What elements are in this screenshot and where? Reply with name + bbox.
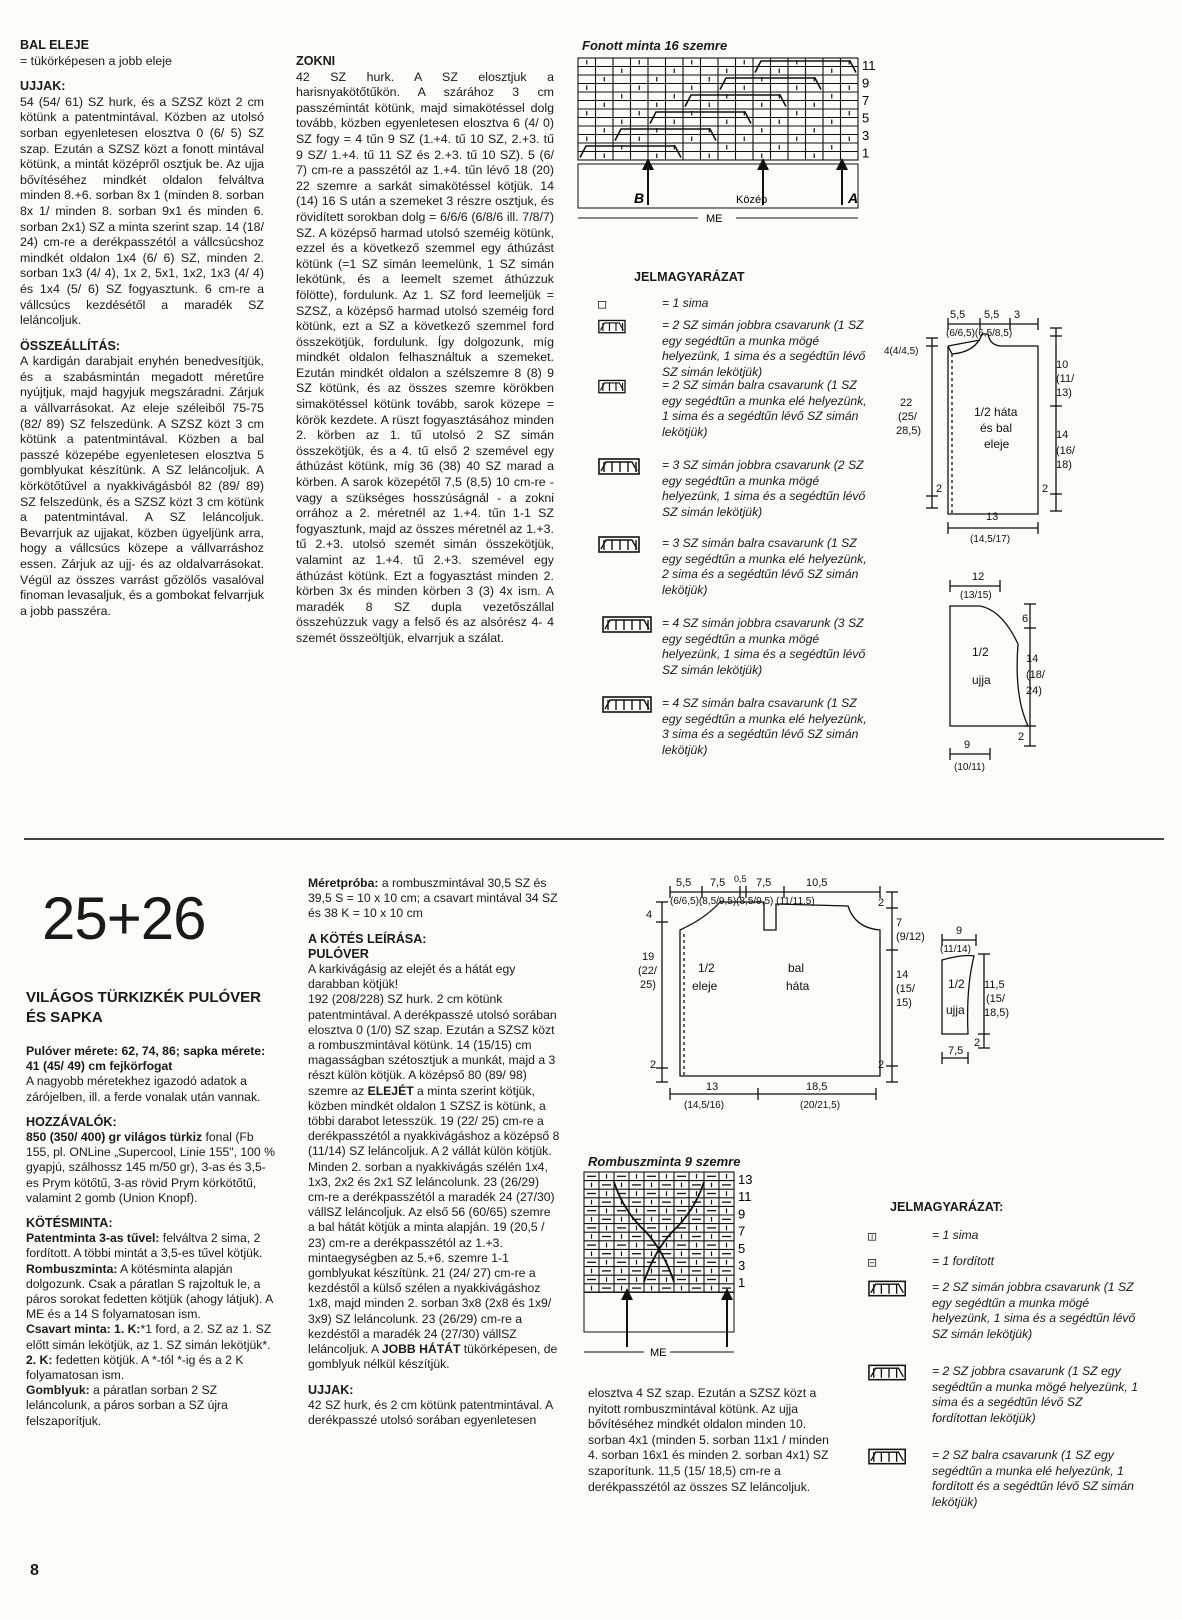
schema2-right-5: (15/ xyxy=(896,983,915,995)
schema1-sleeve-top-1: 12 xyxy=(972,571,985,583)
legend-text: = 4 SZ simán jobbra csavarunk (3 SZ egy segédtűn a munka mögé helyezünk, 1 sima és a segédtűn lévő SZ simán lekötjük) xyxy=(662,616,866,677)
text-ujjak-cont: elosztva 4 SZ szap. Ezután a SZSZ közt a nyitott rombuszmintával kötünk. Az ujja bővítéséhez mindkét oldalon minden 10. sorban 4x1 (minden 5. sorban 11x1 / minden 4. sorban 16x1 és minden 2. sorban 4x1) SZ szaporítunk. 11,5 (15/ 18,5) cm-re a derékpasszétól az összes SZ leláncoljuk. xyxy=(588,1386,829,1494)
schema2-top-sub: (6/6,5)(8,5/9,5)(8,5/9,5) (11/11,5) xyxy=(670,896,815,907)
text-ujjak-2: 42 SZ hurk, és 2 cm kötünk patentmintával. A derékpasszé utolsó sorában egyenletesen xyxy=(308,1397,553,1427)
fonott-label-a: A xyxy=(848,190,859,206)
schema1-bottom-2: (14,5/17) xyxy=(970,534,1011,545)
schema2-back-2: háta xyxy=(786,979,810,993)
schema2-front-1: 1/2 xyxy=(698,961,715,975)
schema2-right-4: 14 xyxy=(896,969,909,981)
fonott-row-number: 7 xyxy=(862,93,870,108)
kotes-2e: tükörképesen, de gomblyuk nélkül készítjük. xyxy=(308,1342,558,1372)
kotes-2d: JOBB HÁTÁT xyxy=(381,1342,461,1357)
schema2-right-2: 7 xyxy=(896,917,903,929)
schema2-top-5: 10,5 xyxy=(806,877,828,889)
schema1-right-7: 2 xyxy=(1042,483,1049,495)
text-gomblyuk xyxy=(26,1383,276,1429)
fonott-title: Fonott minta 16 szemre xyxy=(582,38,728,53)
rombusz-row-number: 13 xyxy=(738,1172,753,1187)
column-4 xyxy=(308,876,560,1428)
schema2-sleeve-right-1: 11,5 xyxy=(984,979,1005,991)
heading-hozzavalok: HOZZÁVALÓK: xyxy=(26,1114,117,1129)
schema1-sleeve-right-2: 14 xyxy=(1026,653,1039,665)
schema2-bottom-1: 13 xyxy=(706,1081,719,1093)
heading-kotes-leirasa: A KÖTÉS LEÍRÁSA: xyxy=(308,931,427,946)
heading-osszeallitas: ÖSSZEÁLLÍTÁS: xyxy=(20,338,121,353)
yarn-amount: 850 (350/ 400) gr világos türkiz xyxy=(26,1130,203,1145)
schema1-right-4: 14 xyxy=(1056,429,1069,441)
schema2-left-5: 2 xyxy=(650,1059,657,1071)
legend-text: = 2 SZ simán jobbra csavarunk (1 SZ egy segédtűn a munka mögé helyezünk, 1 sima és a segédtűn lévő SZ simán lekötjük) xyxy=(932,1280,1136,1341)
size-info: Pulóver mérete: 62, 74, 86; sapka mérete: 41 (45/ 49) cm fejkörfogat xyxy=(26,1044,266,1074)
kotes-2a: 192 (208/228) SZ hurk. 2 cm kötünk patentmintával. A derékpasszé utolsó sorában elosztva 0 (1/0) SZ szap. Ezután a SZSZ közt a rombuszmintával kötünk. 14 (15/15) cm magasságban szétosztjuk a munkát, majd a 3 részt külön kötjük. A középső 80 (89/ 98) szemre az xyxy=(308,992,557,1098)
schema2-sleeve-label-2: ujja xyxy=(946,1003,965,1017)
csavart-text: *1 ford, a 2. SZ az 1. SZ előtt simán lekötjük, az 1. SZ simán lekötjük*. xyxy=(26,1322,272,1352)
schema2-sleeve-top-1: 9 xyxy=(956,925,963,937)
fonott-row-number: 3 xyxy=(862,128,870,143)
schema2-back-1: bal xyxy=(788,961,805,975)
size-note: A nagyobb méretekhez igazodó adatok a zárójelben, ill. a ferde vonalak után vannak. xyxy=(26,1074,261,1104)
heading-zokni: ZOKNI xyxy=(296,54,336,68)
schema2-sleeve-right-2: (15/ xyxy=(986,993,1005,1005)
heading-kotesminta: KÖTÉSMINTA: xyxy=(26,1216,113,1231)
schema1-diagram xyxy=(884,306,1110,796)
schema1-top-2: 5,5 xyxy=(984,309,1000,321)
schema2-bottom-4: (20/21,5) xyxy=(800,1100,841,1111)
csavart2-text: fedetten kötjük. A *-tól *-ig és a 2 K folyamatosan ism. xyxy=(26,1352,244,1383)
schema2-right-1: 2 xyxy=(878,897,885,909)
schema1-bottom-1: 13 xyxy=(986,511,999,523)
schema2-bottom-2: 18,5 xyxy=(806,1081,828,1093)
pattern-number: 25+26 xyxy=(42,885,206,952)
legend-symbol-icon xyxy=(598,378,634,401)
fonott-row-number: 5 xyxy=(862,110,870,126)
rombusz-title: Rombuszminta 9 szemre xyxy=(588,1154,741,1169)
schema2-left-1: 4 xyxy=(646,909,653,921)
page-number: 8 xyxy=(30,1562,39,1579)
legend-symbol-icon xyxy=(598,458,642,481)
heading-ujjak-2: UJJAK: xyxy=(308,1382,354,1397)
rombusz-text: A kötésminta alapján dolgozunk. Csak a páratlan S rajzoltuk le, a páros sorokat fedetten kötjük (ahogy látjuk). A ME és a 14 S folyamatosan ism. xyxy=(26,1261,273,1322)
schema2-top-3: 0,5 xyxy=(734,874,747,884)
text-rombusz xyxy=(26,1262,276,1323)
title-line-2: ÉS SAPKA xyxy=(26,1009,103,1026)
kotes-2b: ELEJÉT xyxy=(367,1083,414,1098)
legend-symbol-icon xyxy=(598,696,650,719)
fonott-label-me: ME xyxy=(706,213,723,225)
schema1-back-1: 1/2 háta xyxy=(974,405,1018,419)
schema1-sleeve-top-2: (13/15) xyxy=(960,590,992,601)
column-3 xyxy=(26,988,276,1429)
schema2-sleeve-right-3: 18,5) xyxy=(984,1007,1010,1019)
legend-text: = 2 SZ simán balra csavarunk (1 SZ egy segédtűn a munka elé helyezünk, 1 sima és a segédtűn lévő SZ simán lekötjük) xyxy=(662,378,867,439)
legend-text: = 2 SZ simán jobbra csavarunk (1 SZ egy segédtűn a munka mögé helyezünk, 1 sima és a segédtűn lévő SZ simán lekötjük) xyxy=(662,318,866,379)
legend-symbol-icon xyxy=(598,616,650,639)
column-5 xyxy=(588,1386,834,1495)
text-meretproba xyxy=(308,876,560,922)
schema1-sleeve-right-3: (18/ xyxy=(1026,669,1045,681)
schema1-left-4: 28,5) xyxy=(896,425,922,437)
legend1-title: JELMAGYARÁZAT xyxy=(634,270,745,284)
schema1-back-3: eleje xyxy=(984,437,1010,451)
schema1-sleeve-right-5: 2 xyxy=(1018,731,1025,743)
schema1-sleeve-bottom-2: (10/11) xyxy=(954,762,985,773)
column-1 xyxy=(20,38,264,619)
title-line-1: VILÁGOS TÜRKIZKÉK PULÓVER xyxy=(26,989,262,1006)
rombusz-row-number: 11 xyxy=(738,1189,752,1205)
legend-text: = 2 SZ jobbra csavarunk (1 SZ egy segédtűn a munka mögé helyezünk, 1 sima és a segédtűn lévő SZ fordítottan lekötjük) xyxy=(932,1364,1138,1425)
schema1-top-1: 5,5 xyxy=(950,309,966,321)
schema1-top-sub: (6/6,5)(6,5/8,5) xyxy=(946,328,1013,339)
section-divider xyxy=(24,838,1164,840)
legend-text: = 2 SZ balra csavarunk (1 SZ egy segédtűn a munka elé helyezünk, 1 fordított és a segédtűn lévő SZ simán lekötjük) xyxy=(932,1448,1134,1509)
column-2 xyxy=(296,54,554,647)
schema1-right-1: 10 xyxy=(1056,359,1069,371)
legend-symbol-icon xyxy=(868,1280,910,1303)
rombusz-row-number: 9 xyxy=(738,1206,746,1222)
schema1-right-5: (16/ xyxy=(1056,445,1075,457)
heading-pulover: PULÓVER xyxy=(308,946,369,961)
schema2-right-6: 15) xyxy=(896,997,912,1009)
schema2-bottom-3: (14,5/16) xyxy=(684,1100,725,1111)
schema2-right-7: 2 xyxy=(878,1059,885,1071)
rombusz-label-me: ME xyxy=(650,1347,667,1359)
schema2-sleeve-right-4: 2 xyxy=(974,1037,981,1049)
schema1-top-3: 3 xyxy=(1014,309,1021,321)
schema2-top-2: 7,5 xyxy=(710,877,726,889)
legend-symbol-icon xyxy=(868,1254,888,1277)
gomblyuk-text: a páratlan sorban 2 SZ leláncolunk, a páros sorban a SZ újra felszaporítjuk. xyxy=(26,1383,228,1428)
rombusz-row-number: 3 xyxy=(738,1258,746,1273)
meretproba-label: Méretpróba: xyxy=(308,876,379,890)
text-kotes-1: A karkivágásig az elejét és a hátát egy darabban kötjük! xyxy=(308,962,516,992)
schema2-sleeve-bottom: 7,5 xyxy=(948,1045,964,1057)
legend-symbol-icon xyxy=(868,1364,910,1387)
meretproba-text: a rombuszmintával 30,5 SZ és 39,5 S = 10 x 10 cm; a csavart mintával 34 SZ és 38 K = 10 x 10 cm xyxy=(308,876,558,921)
schema2-sleeve-label-1: 1/2 xyxy=(948,977,965,991)
schema2-right-3: (9/12) xyxy=(896,931,925,943)
text-kotes-2 xyxy=(308,992,560,1372)
fonott-row-number: 9 xyxy=(862,75,870,91)
schema2-front-2: eleje xyxy=(692,979,718,993)
legend-symbol-icon xyxy=(598,536,642,559)
text-ujjak: 54 (54/ 61) SZ hurk, és a SZSZ közt 2 cm kötünk a patentmintával. Közben az utolsó sorban egyenletesen elosztva 0 (6/ 5) SZ szap. Ezután a SZSZ közt a fonott mintával kötünk, a mintát középről osztjuk be. Az ujja bővítéséhez mindkét oldalon felváltva minden 8.+6. sorban 8x 1 (minden 8. sorban 8x 1/ minden 8. sorban 9x1 és minden 6. sorban 2x1) SZ a minta szerint szap. 14 (18/ 24) cm-re a derékpasszétól a vállcsúcshoz mindkét oldalon 1x4 (6/ 6) SZ, minden 2. sorban 1x3 (4/ 4), 1x 2, 5x1, 1x2, 1x3 (4/ 4) és 1x4 (5/ 6) SZ fogyasztunk. 6 cm-re a vállcsúcs kezdésétől a maradék SZ leláncoljuk. xyxy=(20,94,264,328)
legend-text: = 3 SZ simán balra csavarunk (1 SZ egy segédtűn a munka elé helyezünk, 2 sima és a segédtűn lévő SZ simán lekötjük) xyxy=(662,536,867,597)
schema2-left-4: 25) xyxy=(640,979,656,991)
rombusz-row-number: 1 xyxy=(738,1275,746,1291)
rombusz-row-number: 5 xyxy=(738,1240,746,1256)
text-zokni: 42 SZ hurk. A SZ elosztjuk a harisnyakötőtűkön. A szárához 3 cm passzémintát kötünk, majd simakötéssel dolg tovább, közben egyenletesen elosztva 6 (4/ 0) SZ fogy = 4 tűn 9 SZ (1.+4. tű 10 SZ, 2.+3. tű 9 SZ/ 1.+4. tű 11 SZ és 2.+3. tű 10 SZ). 5 (6/ 7) cm-re a passzétól az 1.+4. tűn lévő 18 (20) 22 szemre a sarkát simakötéssel kötjük. 14 (14) 16 S után a szemeket 3 részre osztjuk, és rövidített sorokban dolg = 6/6/6 (6/8/6 ill. 7/8/7) SZ. A középső harmad utolsó szeméig kötünk, ezzel és a következő szemmel egy áthúzást kötünk (=1 SZ simán leemelünk, 1 SZ simán lekötünk, és a leemelt szemet áthúzzuk fölötte), fordulunk. Az 1. SZ ford leemeljük = SZSZ, a középső harmad utolsó szeméig ford kötünk, ezt a SZ a következő szemmel ford összekötjük, fordulunk. Így dolgozunk, míg mindkét oldalon felhasználtuk a szemeket. Ezután mindkét oldalon a szélszemre 8 (8) 9 SZ kötünk, és az összes szemre körökben simakötéssel kötünk tovább, sarok közepe = körök kezdete. A rüszt fogyasztásához minden 2. körben az 1. tű utolsó 2 SZ simán összekötjük, és a 4. tű első 2 szemével egy áthúzást kötünk, míg 36 (38) 40 SZ marad a körben. A sarok közepétől 7,5 (8,5) 10 cm-re - vagy a szükséges hosszúságnál - a zokni orrához a 2. méretnél az 1.+4. tűn 1-1 SZ fogyasztunk, majd az összes méretnél az 1.+3. tű 2.+3. utolsó szemét simán összekötjük, valamint az 1.+4. tű 2.+3. szemével egy áthúzást kötünk. Ezt a fogyasztást minden 2. körben 3x és minden körben 3 (3) 4x ism. A maradék 8 SZ dupla vezetőszállal összehúzzuk vagy a felső és az alsórész 4- 4 szemét összeöltjük, elvarrjuk a szálat. xyxy=(296,69,554,645)
patent-text: felváltva 2 sima, 2 fordított. A többi mintát a 3,5-es tűvel kötjük. xyxy=(26,1231,263,1261)
schema1-right-3: 13) xyxy=(1056,387,1072,399)
legend-text: = 1 fordított xyxy=(932,1254,994,1268)
schema1-right-6: 18) xyxy=(1056,459,1072,471)
schema2-sleeve-top-2: (11/14) xyxy=(940,944,971,955)
schema1-back-2: és bal xyxy=(980,421,1013,435)
fonott-label-kozep: Közép xyxy=(736,194,768,206)
patent-label: Patentminta 3-as tűvel: xyxy=(26,1231,160,1246)
yarn-details: fonal (Fb 155, pl. ONLine „Supercool, Linie 155", 100 % gyapjú, szálhossz 145 m/50 gr), 3-as és 3,5-es Prym kötőtű, 3-as rövid Prym körkötőtű, valamint 2 gomb (Union Knopf). xyxy=(26,1130,275,1205)
schema1-left-3: (25/ xyxy=(898,411,917,423)
heading-ujjak: UJJAK: xyxy=(20,79,66,94)
fonott-label-b: B xyxy=(634,190,645,206)
fonott-chart xyxy=(578,58,878,243)
schema1-sleeve-bottom-1: 9 xyxy=(964,739,971,751)
legend-symbol-icon xyxy=(598,318,634,341)
legend-symbol-icon xyxy=(868,1448,910,1471)
legend-text: = 4 SZ simán balra csavarunk (1 SZ egy segédtűn a munka elé helyezünk, 3 sima és a segédtűn lévő SZ simán lekötjük) xyxy=(662,696,867,757)
gomblyuk-label: Gomblyuk: xyxy=(26,1383,90,1398)
schema2-top-4: 7,5 xyxy=(756,877,772,889)
schema1-sleeve-2: ujja xyxy=(972,673,991,687)
schema1-sleeve-right-1: 6 xyxy=(1022,613,1029,625)
schema2-top-1: 5,5 xyxy=(676,877,692,889)
legend-symbol-icon xyxy=(868,1228,888,1251)
text-csavart xyxy=(26,1322,276,1383)
legend-text: = 1 sima xyxy=(932,1228,979,1242)
schema2-diagram xyxy=(638,874,930,1111)
rombusz-chart xyxy=(584,1172,814,1362)
fonott-row-number: 1 xyxy=(862,145,870,161)
legend2-title: JELMAGYARÁZAT: xyxy=(890,1200,1004,1214)
csavart2-label: 2. K: xyxy=(26,1352,53,1367)
rombusz-label: Rombuszminta: xyxy=(26,1261,118,1276)
schema1-left-1: 4(4/4,5) xyxy=(884,346,919,357)
text-patent xyxy=(26,1231,276,1261)
text-bal-eleje: = tükörképesen a jobb eleje xyxy=(20,53,172,68)
legend-text: = 3 SZ simán jobbra csavarunk (2 SZ egy segédtűn a munka mögé helyezünk, 1 sima és a segédtűn lévő SZ simán lekötjük) xyxy=(662,458,866,519)
text-osszeallitas: A kardigán darabjait enyhén benedvesítjük, és a szabásmintán megadott méretűre nyújtjuk, majd hagyjuk megszáradni. Zárjuk a vállvarrásokat. Az eleje széleiből 75-75 (82/ 89) SZ felszedünk. A SZSZ közt 3 cm kötünk a patentmintával. Közben a bal passzé közepébe egyenletesen elosztva 5 gomblyukat készítünk. A SZ leláncoljuk. A körkötőtűvel a nyakkivágásból 82 (89/ 89) SZ felszedünk, és a SZSZ közt 3 cm kötünk a patentmintával. A SZ leláncoljuk. Bevarrjuk az ujjakat, közben ügyeljünk arra, hogy a vállcsúcs közepe a vállvarráshoz essen. Zárjuk az ujj- és az oldalvarrásokat. Végül az összes varrást gőzölős vasalóval finoman levasaljuk, és a gombokat felvarrjuk a jobb passzéra. xyxy=(20,354,264,618)
schema1-left-5: 2 xyxy=(936,483,943,495)
legend-symbol-icon xyxy=(598,296,618,319)
schema1-sleeve-right-4: 24) xyxy=(1026,685,1042,697)
text-hozzavalok xyxy=(26,1130,276,1206)
fonott-row-number: 11 xyxy=(862,58,876,73)
schema1-left-2: 22 xyxy=(900,397,913,409)
schema2-left-2: 19 xyxy=(642,951,655,963)
schema1-right-2: (11/ xyxy=(1056,373,1075,385)
csavart-label: Csavart minta: 1. K: xyxy=(26,1322,141,1337)
heading-bal-eleje: BAL ELEJE xyxy=(20,38,90,52)
schema2-sleeve xyxy=(926,918,1036,1098)
legend-text: = 1 sima xyxy=(662,296,709,310)
kotes-2c: a minta szerint kötjük, közben mindkét oldalon 1 SZSZ is kötünk, a többi darabot letesszük. 19 (22/ 25) cm-re a derékpasszétól a nyakkivágáshoz a középső 8 (11/14) SZ leláncoljuk. A 2 vállát külön kötjük. Minden 2. sorban a nyakkivágás szélén 1x4, 1x3, 2x2 és 2x1 SZ leláncolunk. 23 (26/29) cm-re a derékpasszétól a maradék 24 (27/30) vállSZ leláncoljuk. Az első 56 (60/65) szemre a bal hátát kötjük a minta alapján. 19 (20,5 / 23) cm-re a derékpasszétól az 1.+3. mintaegységben az 5.+6. szemre 1-1 gomblyukat készítünk. 21 (24/ 27) cm-re a kezdéstől a külső szélen a nyakkivágáshoz 1x8, majd minden 2. sorban 3x8 (2x8 és 1x9/ 3x9) SZ leláncolunk. 23 (26/29) cm-re a kezdéstől a maradék 24 (27/30) vállSZ leláncoljuk. A xyxy=(308,1083,560,1357)
schema1-sleeve-1: 1/2 xyxy=(972,645,989,659)
rombusz-row-number: 7 xyxy=(738,1223,746,1239)
schema2-left-3: (22/ xyxy=(638,965,657,977)
